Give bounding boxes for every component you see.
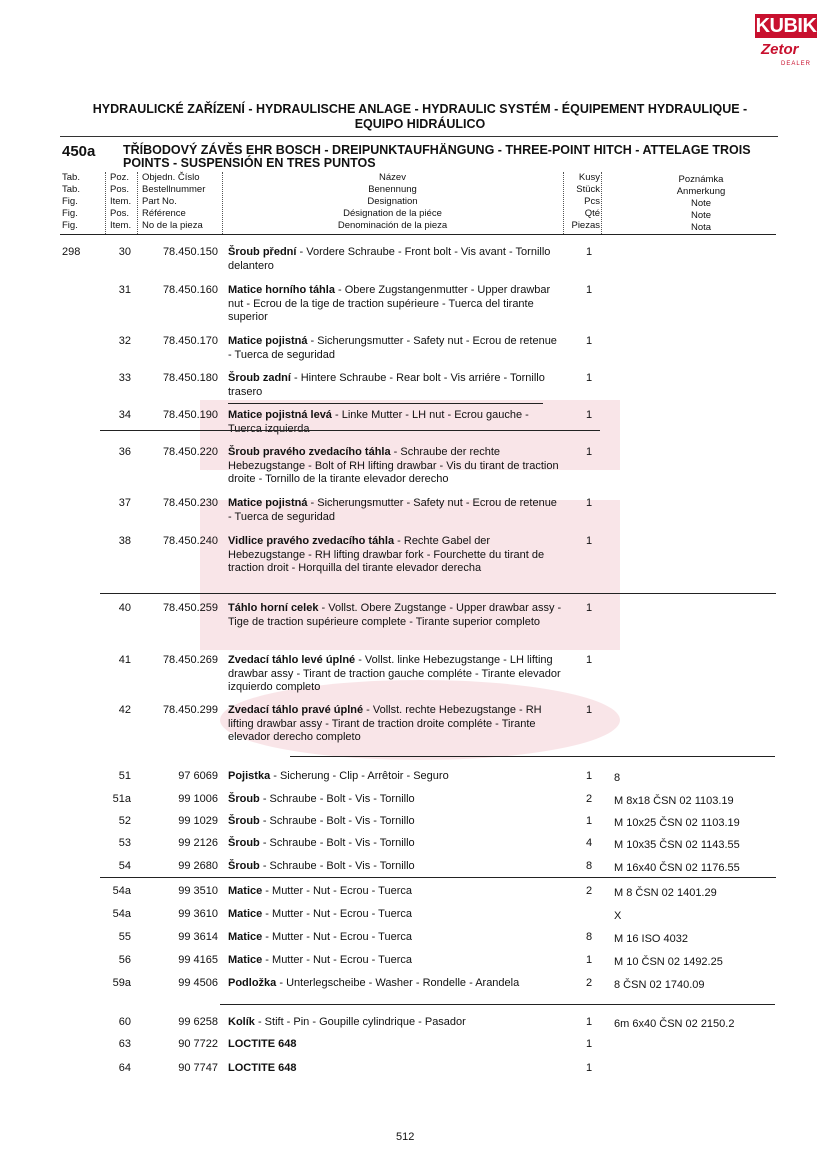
row-qty: 1 bbox=[585, 1038, 593, 1050]
row-description bbox=[228, 497, 563, 524]
row-note: 8 bbox=[614, 772, 621, 784]
row-description bbox=[228, 931, 563, 945]
row-group-separator bbox=[100, 430, 600, 431]
row-name-bold: Zvedací táhlo levé úplné bbox=[228, 654, 356, 666]
row-pos: 63 bbox=[118, 1038, 131, 1050]
row-part-number: 90 7722 bbox=[178, 1038, 218, 1050]
row-name-bold: Táhlo horní celek bbox=[228, 602, 319, 614]
row-qty: 1 bbox=[585, 704, 593, 716]
row-note: 6m 6x40 ČSN 02 2150.2 bbox=[614, 1018, 735, 1030]
row-description bbox=[228, 770, 563, 784]
row-name-rest: - Obere Zugstangenmutter - Upper drawbar nut - Ecrou de la tige de traction supérieure - Tuerca del tirante superior bbox=[228, 284, 551, 323]
row-name-rest: - Rechte Gabel der Hebezugstange - RH lifting drawbar fork - Fourchette du tirant de traction droit - Horquilla del tirante elevador derecha bbox=[228, 535, 545, 574]
row-qty: 1 bbox=[585, 954, 593, 966]
row-part-number: 78.450.160 bbox=[162, 284, 218, 296]
row-part-number: 99 3614 bbox=[178, 931, 218, 943]
row-part-number: 99 4506 bbox=[178, 977, 218, 989]
row-description bbox=[228, 885, 563, 899]
row-name-bold: Šroub bbox=[228, 793, 260, 805]
row-pos: 37 bbox=[118, 497, 131, 509]
row-name-rest: - Schraube der rechte Hebezugstange - Bolt of RH lifting drawbar - Vis du tirant de traction droite - Tornillo de la tirante elevador derecho bbox=[228, 446, 559, 485]
row-note: 8 ČSN 02 1740.09 bbox=[614, 979, 705, 991]
row-name-bold: Šroub bbox=[228, 815, 260, 827]
row-name-bold: Matice pojistná levá bbox=[228, 409, 332, 421]
row-pos: 55 bbox=[118, 931, 131, 943]
row-description bbox=[228, 837, 563, 851]
row-name-rest: - Mutter - Nut - Ecrou - Tuerca bbox=[262, 931, 413, 943]
row-name-rest: - Vollst. linke Hebezugstange - LH lifting drawbar assy - Tirant de traction gauche compléte - Tirante elevador izquierdo completo bbox=[228, 654, 561, 693]
row-name-bold: Šroub zadní bbox=[228, 372, 291, 384]
row-qty: 1 bbox=[585, 335, 593, 347]
row-pos: 56 bbox=[118, 954, 131, 966]
row-part-number: 78.450.269 bbox=[162, 654, 218, 666]
row-name-bold: Matice bbox=[228, 954, 263, 966]
row-qty: 1 bbox=[585, 535, 593, 547]
row-note: M 10x25 ČSN 02 1103.19 bbox=[614, 817, 740, 829]
row-pos: 34 bbox=[118, 409, 131, 421]
row-description bbox=[228, 409, 563, 436]
row-part-number: 99 2680 bbox=[178, 860, 218, 872]
row-part-number: 99 2126 bbox=[178, 837, 218, 849]
row-pos: 30 bbox=[118, 246, 131, 258]
col-divider bbox=[563, 172, 564, 234]
row-note: M 10 ČSN 02 1492.25 bbox=[614, 956, 723, 968]
row-group-separator bbox=[220, 1004, 775, 1005]
row-description bbox=[228, 284, 563, 325]
row-name-rest: - Sicherung - Clip - Arrêtoir - Seguro bbox=[270, 770, 449, 782]
row-qty: 8 bbox=[585, 860, 593, 872]
row-pos: 59a bbox=[112, 977, 131, 989]
row-pos: 54a bbox=[112, 885, 131, 897]
row-qty: 1 bbox=[585, 654, 593, 666]
row-description bbox=[228, 704, 563, 745]
row-note: M 10x35 ČSN 02 1143.55 bbox=[614, 839, 740, 851]
row-name-rest: - Mutter - Nut - Ecrou - Tuerca bbox=[262, 954, 413, 966]
row-name-rest: - Vollst. Obere Zugstange - Upper drawbar assy - Tige de traction supérieure complete - Tirante superior completo bbox=[228, 602, 562, 628]
col-header-pos: Poz. Pos. Item. Pos. Item. bbox=[110, 172, 132, 231]
row-name-bold: Matice bbox=[228, 908, 263, 920]
page-number: 512 bbox=[396, 1131, 415, 1143]
row-qty: 2 bbox=[585, 885, 593, 897]
row-pos: 52 bbox=[118, 815, 131, 827]
row-note: M 8x18 ČSN 02 1103.19 bbox=[614, 795, 734, 807]
row-qty: 4 bbox=[585, 837, 593, 849]
row-part-number: 78.450.220 bbox=[162, 446, 218, 458]
row-pos: 36 bbox=[118, 446, 131, 458]
row-part-number: 78.450.150 bbox=[162, 246, 218, 258]
col-header-note: Poznámka Anmerkung Note Note Nota bbox=[676, 174, 726, 233]
col-header-part: Objedn. Číslo Bestellnummer Part No. Référence No de la pieza bbox=[142, 172, 206, 231]
row-name-bold: Matice pojistná bbox=[228, 497, 308, 509]
row-note: M 16x40 ČSN 02 1176.55 bbox=[614, 862, 740, 874]
row-pos: 33 bbox=[118, 372, 131, 384]
row-group-separator bbox=[100, 593, 776, 594]
row-group-separator bbox=[228, 403, 543, 404]
row-name-bold: Pojistka bbox=[228, 770, 271, 782]
row-part-number: 78.450.230 bbox=[162, 497, 218, 509]
row-name-bold: Kolík bbox=[228, 1016, 255, 1028]
row-note: M 8 ČSN 02 1401.29 bbox=[614, 887, 717, 899]
row-pos: 32 bbox=[118, 335, 131, 347]
kubik-zetor-logo bbox=[755, 14, 817, 70]
row-name-bold: Matice bbox=[228, 885, 263, 897]
row-name-bold: Šroub bbox=[228, 860, 260, 872]
row-description bbox=[228, 335, 563, 362]
row-qty: 1 bbox=[585, 497, 593, 509]
row-pos: 64 bbox=[118, 1062, 131, 1074]
row-part-number: 97 6069 bbox=[178, 770, 218, 782]
col-header-qty: Kusy Stück Pcs Qté Piezas bbox=[571, 172, 600, 231]
col-header-tab: Tab. Tab. Fig. Fig. Fig. bbox=[62, 172, 80, 231]
row-description bbox=[228, 860, 563, 874]
row-pos: 51a bbox=[112, 793, 131, 805]
col-divider bbox=[601, 172, 602, 234]
row-description bbox=[228, 1062, 563, 1076]
row-name-rest: - Schraube - Bolt - Vis - Tornillo bbox=[259, 837, 415, 849]
title-line-1: HYDRAULICKÉ ZAŘÍZENÍ - HYDRAULISCHE ANLAGE - HYDRAULIC SYSTÉM - ÉQUIPEMENT HYDRAULIQUE - bbox=[92, 102, 748, 116]
row-part-number: 99 3510 bbox=[178, 885, 218, 897]
row-pos: 53 bbox=[118, 837, 131, 849]
row-name-rest: - Sicherungsmutter - Safety nut - Ecrou de retenue - Tuerca de seguridad bbox=[228, 497, 557, 523]
row-description bbox=[228, 793, 563, 807]
section-title: TŘÍBODOVÝ ZÁVĚS EHR BOSCH - DREIPUNKTAUFHÄNGUNG - THREE-POINT HITCH - ATTELAGE TROIS POINTS - SUSPENSIÓN EN TRES PUNTOS bbox=[123, 143, 751, 170]
row-name-bold: Matice horního táhla bbox=[228, 284, 335, 296]
row-description bbox=[228, 446, 563, 487]
row-part-number: 99 3610 bbox=[178, 908, 218, 920]
row-pos: 41 bbox=[118, 654, 131, 666]
row-qty: 1 bbox=[585, 770, 593, 782]
row-description bbox=[228, 535, 563, 576]
col-divider bbox=[222, 172, 223, 234]
row-part-number: 99 4165 bbox=[178, 954, 218, 966]
row-qty: 1 bbox=[585, 372, 593, 384]
row-description bbox=[228, 954, 563, 968]
section-number: 450a bbox=[62, 143, 96, 160]
row-name-bold: Šroub bbox=[228, 837, 260, 849]
row-name-rest: - Hintere Schraube - Rear bolt - Vis arriére - Tornillo trasero bbox=[228, 372, 545, 398]
col-header-name: Název Benennung Designation Désignation de la piéce Denominación de la pieza bbox=[337, 172, 448, 231]
row-description bbox=[228, 815, 563, 829]
row-part-number: 78.450.299 bbox=[162, 704, 218, 716]
row-name-rest: - Vollst. rechte Hebezugstange - RH lifting drawbar assy - Tirant de traction droite compléte - Tirante elevador derecho completo bbox=[228, 704, 542, 743]
title-divider bbox=[60, 136, 778, 137]
row-qty: 1 bbox=[585, 815, 593, 827]
row-qty: 1 bbox=[585, 446, 593, 458]
row-pos: 40 bbox=[118, 602, 131, 614]
row-name-bold: LOCTITE 648 bbox=[228, 1062, 297, 1074]
row-description bbox=[228, 908, 563, 922]
row-note: X bbox=[614, 910, 622, 922]
row-part-number: 78.450.240 bbox=[162, 535, 218, 547]
row-part-number: 99 1006 bbox=[178, 793, 218, 805]
row-qty: 1 bbox=[585, 284, 593, 296]
row-name-bold: Zvedací táhlo pravé úplné bbox=[228, 704, 364, 716]
row-name-bold: Šroub přední bbox=[228, 246, 297, 258]
row-name-bold: Podložka bbox=[228, 977, 277, 989]
row-part-number: 99 6258 bbox=[178, 1016, 218, 1028]
row-part-number: 90 7747 bbox=[178, 1062, 218, 1074]
tab-number: 298 bbox=[62, 246, 81, 258]
row-part-number: 78.450.170 bbox=[162, 335, 218, 347]
logo-sub: Zetor bbox=[761, 41, 799, 58]
logo-tag: DEALER bbox=[781, 61, 812, 67]
row-pos: 38 bbox=[118, 535, 131, 547]
col-divider bbox=[105, 172, 106, 234]
row-name-bold: LOCTITE 648 bbox=[228, 1038, 297, 1050]
row-description bbox=[228, 977, 563, 991]
col-divider bbox=[137, 172, 138, 234]
row-name-rest: - Mutter - Nut - Ecrou - Tuerca bbox=[262, 885, 413, 897]
row-qty: 2 bbox=[585, 977, 593, 989]
row-name-rest: - Schraube - Bolt - Vis - Tornillo bbox=[259, 860, 415, 872]
row-name-bold: Matice pojistná bbox=[228, 335, 308, 347]
row-pos: 60 bbox=[118, 1016, 131, 1028]
row-name-bold: Šroub pravého zvedacího táhla bbox=[228, 446, 391, 458]
row-description bbox=[228, 1038, 563, 1052]
row-name-rest: - Unterlegscheibe - Washer - Rondelle - Arandela bbox=[276, 977, 520, 989]
row-part-number: 78.450.259 bbox=[162, 602, 218, 614]
row-note: M 16 ISO 4032 bbox=[614, 933, 688, 945]
row-pos: 42 bbox=[118, 704, 131, 716]
row-pos: 54 bbox=[118, 860, 131, 872]
row-name-bold: Matice bbox=[228, 931, 263, 943]
row-pos: 54a bbox=[112, 908, 131, 920]
title-line-2: EQUIPO HIDRÁULICO bbox=[354, 117, 486, 131]
row-name-rest: - Vordere Schraube - Front bolt - Vis avant - Tornillo delantero bbox=[228, 246, 551, 272]
row-qty: 1 bbox=[585, 602, 593, 614]
row-qty: 2 bbox=[585, 793, 593, 805]
row-qty: 1 bbox=[585, 246, 593, 258]
row-description bbox=[228, 372, 563, 399]
row-qty: 1 bbox=[585, 1062, 593, 1074]
row-name-rest: - Stift - Pin - Goupille cylindrique - Pasador bbox=[254, 1016, 466, 1028]
row-name-rest: - Schraube - Bolt - Vis - Tornillo bbox=[259, 793, 415, 805]
logo-brand: KUBIK bbox=[755, 15, 817, 37]
row-name-rest: - Linke Mutter - LH nut - Ecrou gauche - Tuerca izquierda bbox=[228, 409, 529, 435]
document-title bbox=[60, 102, 780, 132]
row-part-number: 78.450.190 bbox=[162, 409, 218, 421]
row-qty: 8 bbox=[585, 931, 593, 943]
row-pos: 51 bbox=[118, 770, 131, 782]
row-part-number: 99 1029 bbox=[178, 815, 218, 827]
row-name-rest: - Sicherungsmutter - Safety nut - Ecrou de retenue - Tuerca de seguridad bbox=[228, 335, 557, 361]
row-group-separator bbox=[100, 877, 776, 878]
row-pos: 31 bbox=[118, 284, 131, 296]
row-description bbox=[228, 654, 563, 695]
header-underline bbox=[60, 234, 776, 235]
row-group-separator bbox=[290, 756, 775, 757]
row-description bbox=[228, 602, 563, 629]
row-qty: 1 bbox=[585, 1016, 593, 1028]
row-name-rest: - Mutter - Nut - Ecrou - Tuerca bbox=[262, 908, 413, 920]
row-qty: 1 bbox=[585, 409, 593, 421]
row-name-rest: - Schraube - Bolt - Vis - Tornillo bbox=[259, 815, 415, 827]
row-name-bold: Vidlice pravého zvedacího táhla bbox=[228, 535, 395, 547]
row-description bbox=[228, 1016, 563, 1030]
row-description bbox=[228, 246, 563, 273]
row-part-number: 78.450.180 bbox=[162, 372, 218, 384]
